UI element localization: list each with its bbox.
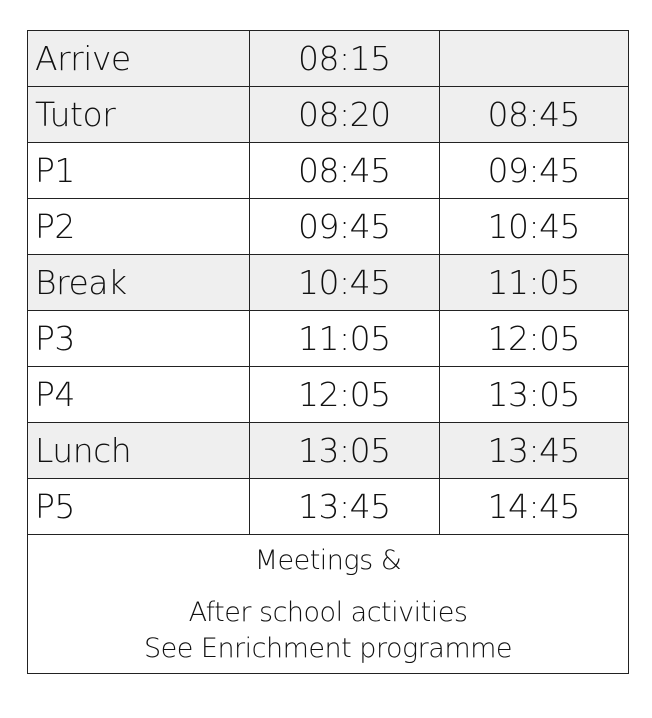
footer-note xyxy=(28,535,629,674)
table-row xyxy=(28,423,629,479)
table-row xyxy=(28,199,629,255)
table-row xyxy=(28,311,629,367)
period-label: P1 xyxy=(28,143,250,199)
start-time: 11:05 xyxy=(250,311,439,367)
start-time: 12:05 xyxy=(250,367,439,423)
end-time: 12:05 xyxy=(439,311,628,367)
start-time: 13:45 xyxy=(250,479,439,535)
start-time: 13:05 xyxy=(250,423,439,479)
end-time: 08:45 xyxy=(439,87,628,143)
period-label: P5 xyxy=(28,479,250,535)
end-time: 13:05 xyxy=(439,367,628,423)
end-time xyxy=(439,31,628,87)
footer-line-activities: After school activities xyxy=(188,597,468,628)
start-time: 08:45 xyxy=(250,143,439,199)
footer-line-enrichment: See Enrichment programme xyxy=(143,633,513,664)
table-row xyxy=(28,143,629,199)
period-label: P2 xyxy=(28,199,250,255)
table-row xyxy=(28,367,629,423)
end-time: 14:45 xyxy=(439,479,628,535)
start-time: 09:45 xyxy=(250,199,439,255)
start-time: 08:20 xyxy=(250,87,439,143)
school-day-timetable xyxy=(27,30,629,674)
period-label: Arrive xyxy=(28,31,250,87)
footer-line-meetings: Meetings & xyxy=(254,545,402,576)
period-label: P4 xyxy=(28,367,250,423)
footer-row xyxy=(28,535,629,674)
table-row xyxy=(28,479,629,535)
start-time: 08:15 xyxy=(250,31,439,87)
end-time: 13:45 xyxy=(439,423,628,479)
period-label: Tutor xyxy=(28,87,250,143)
table-row xyxy=(28,87,629,143)
period-label: Lunch xyxy=(28,423,250,479)
table-row xyxy=(28,255,629,311)
end-time: 09:45 xyxy=(439,143,628,199)
period-label: Break xyxy=(28,255,250,311)
start-time: 10:45 xyxy=(250,255,439,311)
period-label: P3 xyxy=(28,311,250,367)
table-row xyxy=(28,31,629,87)
end-time: 11:05 xyxy=(439,255,628,311)
end-time: 10:45 xyxy=(439,199,628,255)
